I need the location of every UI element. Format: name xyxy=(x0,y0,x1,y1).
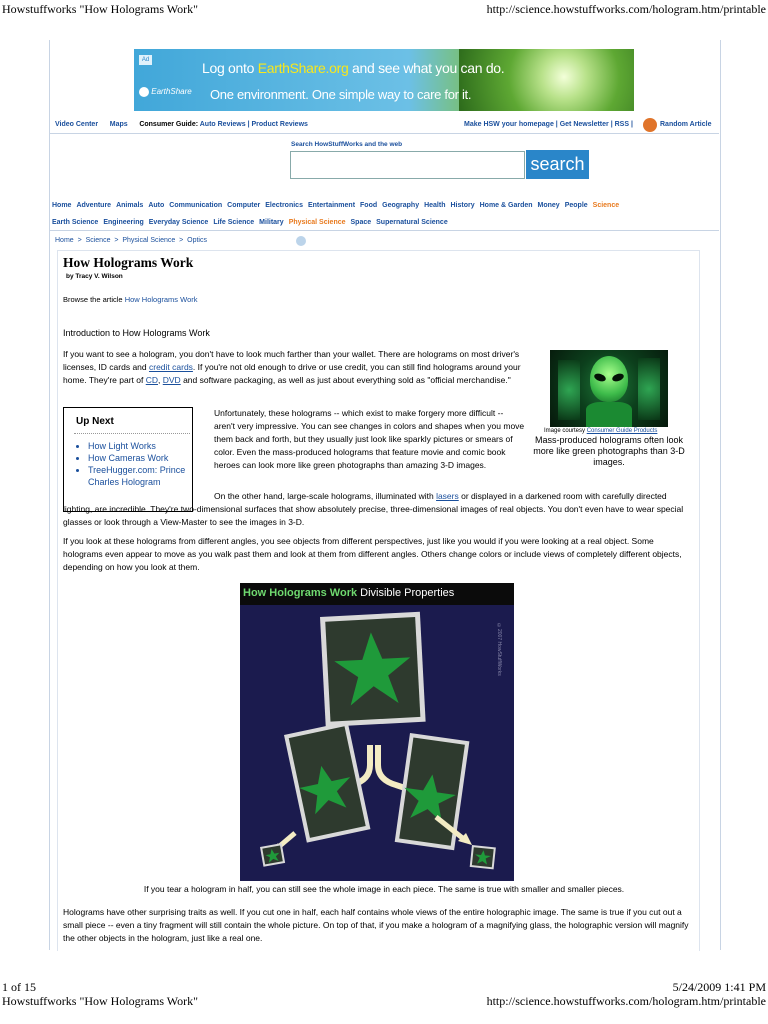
category-people[interactable]: People xyxy=(564,202,588,209)
earth-icon xyxy=(139,87,149,97)
fragment-right xyxy=(470,845,496,869)
paragraph-5: Holograms have other surprising traits as well. If you cut one in half, each half contains whole views of the entire holographic image. The same is true if you cut out a small piece -- even a tiny fragment will still contain the whole picture. On top of that, if you make a hologram of a magnifying glass, the holographic version will magnify the other objects in the hologram, just like a real one. xyxy=(63,907,689,943)
print-footer-title: Howstuffworks "How Holograms Work" xyxy=(2,994,199,1008)
figure-caption: If you tear a hologram in half, you can still see the whole image in each piece. The same is true with smaller and smaller pieces. xyxy=(143,884,625,894)
print-footer-url: http://science.howstuffworks.com/hologram.htm/printable xyxy=(486,994,766,1008)
print-footer-page: 1 of 15 xyxy=(2,980,36,994)
subcategory-space[interactable]: Space xyxy=(350,219,372,226)
divider xyxy=(49,230,719,231)
lasers-link[interactable]: lasers xyxy=(436,491,459,501)
up-next-title: Up Next xyxy=(76,416,114,427)
category-nav xyxy=(52,202,624,209)
category-food[interactable]: Food xyxy=(360,202,378,209)
video-center-link[interactable]: Video Center xyxy=(55,121,99,128)
category-entertainment[interactable]: Entertainment xyxy=(307,202,356,209)
paragraph-2: Unfortunately, these holograms -- which exist to make forgery more difficult -- aren't very impressive. You can see changes in colors and shapes when you move them back and forth, but they usually just look like sparkly pictures or smears of color. Even the mass-produced holograms that feature movie and comic book heroes can look more like green photographs than amazing 3-D images. xyxy=(214,408,525,470)
paragraph-4: If you look at these holograms from different angles, you see objects from different perspectives, just like you would if you were looking at a real object. Some holograms even appear to move as you walk past them and look at them from different angles. Others change colors or include views of completely different objects, depending on how you look at them. xyxy=(63,536,682,572)
banner-line2: One environment. One simple way to care for it. xyxy=(210,87,472,102)
search-label: Search HowStuffWorks and the web xyxy=(291,141,403,148)
up-next-list xyxy=(74,440,200,488)
top-nav-left: Video Center Maps Consumer Guide: Auto Reviews | Product Reviews xyxy=(55,121,308,128)
category-communication[interactable]: Communication xyxy=(169,202,223,209)
subcategory-supernatural-science[interactable]: Supernatural Science xyxy=(376,219,448,226)
category-animals[interactable]: Animals xyxy=(116,202,144,209)
category-auto[interactable]: Auto xyxy=(148,202,165,209)
breadcrumb-optics[interactable]: Optics xyxy=(187,237,207,244)
category-adventure[interactable]: Adventure xyxy=(76,202,112,209)
print-header-url: http://science.howstuffworks.com/hologram.htm/printable xyxy=(486,2,766,16)
top-nav-right: Make HSW your homepage | Get Newsletter | RSS | xyxy=(464,121,633,128)
paragraph-3: On the other hand, large-scale holograms, illuminated with lasers or displayed in a darkened room with carefully directed lighting, are incredible. They're two-dimensional surfaces that show absolutely precise, three-dimensional images of real objects. You don't even have to wear special glasses or look through a View-Master to see the images in 3-D. xyxy=(63,491,684,527)
whole-hologram xyxy=(320,612,426,727)
rss-link[interactable]: RSS xyxy=(614,121,630,128)
category-geography[interactable]: Geography xyxy=(382,202,420,209)
print-footer-datetime: 5/24/2009 1:41 PM xyxy=(672,980,766,994)
category-computer[interactable]: Computer xyxy=(227,202,261,209)
section-heading: Introduction to How Holograms Work xyxy=(63,328,210,338)
figure-copyright: ©2007 HowStuffWorks xyxy=(496,623,502,676)
category-science[interactable]: Science xyxy=(592,202,620,209)
share-icon[interactable] xyxy=(296,236,306,246)
breadcrumb-science[interactable]: Science xyxy=(85,237,111,244)
category-home-garden[interactable]: Home & Garden xyxy=(479,202,533,209)
earthshare-logo: EarthShare xyxy=(139,87,192,97)
subcategory-engineering[interactable]: Engineering xyxy=(103,219,144,226)
auto-reviews-link[interactable]: Auto Reviews xyxy=(199,121,246,128)
up-next-item[interactable]: • How Light Works xyxy=(88,440,200,452)
consumer-guide-label: Consumer Guide: xyxy=(139,121,199,128)
subcategory-nav xyxy=(52,219,453,226)
cd-link[interactable]: CD xyxy=(145,375,159,385)
divider xyxy=(49,133,719,134)
category-home[interactable]: Home xyxy=(52,202,72,209)
breadcrumb-physical-science[interactable]: Physical Science xyxy=(122,237,176,244)
earthshare-banner-ad[interactable] xyxy=(134,49,634,111)
banner-line1: Log onto EarthShare.org and see what you can do. xyxy=(202,60,505,76)
subcategory-military[interactable]: Military xyxy=(259,219,284,226)
subcategory-everyday-science[interactable]: Everyday Science xyxy=(148,219,209,226)
up-next-item[interactable]: • How Cameras Work xyxy=(88,452,200,464)
subcategory-earth-science[interactable]: Earth Science xyxy=(52,219,99,226)
article-byline: by Tracy V. Wilson xyxy=(66,273,123,280)
random-article-link[interactable]: Random Article xyxy=(660,121,712,128)
up-next-item[interactable]: • TreeHugger.com: Prince Charles Hologram xyxy=(88,464,200,488)
category-health[interactable]: Health xyxy=(424,202,446,209)
subcategory-life-science[interactable]: Life Science xyxy=(213,219,255,226)
browse-article: Browse the article How Holograms Work xyxy=(63,295,198,304)
search-button[interactable]: search xyxy=(526,150,589,179)
fragment-left xyxy=(260,843,285,867)
maps-link[interactable]: Maps xyxy=(109,121,128,128)
breadcrumb-home[interactable]: Home xyxy=(55,237,74,244)
paragraph-1: If you want to see a hologram, you don't have to look much farther than your wallet. There are holograms on most driver's licenses, ID cards and credit cards. If you're not old enough to drive or use credit, you can still find holograms around your home. They're part of CD, DVD and software packaging, as well as just about everything sold as "official merchandise." xyxy=(63,349,521,385)
ad-badge: Ad xyxy=(139,55,152,65)
make-homepage-link[interactable]: Make HSW your homepage xyxy=(464,121,554,128)
alien-image-caption: Mass-produced holograms often look more like green photographs than 3-D images. xyxy=(533,435,685,467)
search-input[interactable] xyxy=(290,151,525,179)
newsletter-link[interactable]: Get Newsletter xyxy=(559,121,609,128)
article-title: How Holograms Work xyxy=(63,255,194,270)
category-history[interactable]: History xyxy=(450,202,475,209)
half-hologram-left xyxy=(284,721,370,842)
random-article-icon[interactable] xyxy=(643,118,657,132)
credit-cards-link[interactable]: credit cards xyxy=(148,362,193,372)
browse-article-link[interactable]: How Holograms Work xyxy=(124,295,198,304)
subcategory-physical-science[interactable]: Physical Science xyxy=(288,219,346,226)
figure-title: How Holograms Work Divisible Properties xyxy=(243,587,455,599)
breadcrumb: Home > Science > Physical Science > Optics xyxy=(55,237,207,244)
divisible-properties-figure xyxy=(240,583,514,881)
category-electronics[interactable]: Electronics xyxy=(265,202,303,209)
hologram-diagram-svg xyxy=(240,605,514,881)
consumer-guide-products-link[interactable]: Consumer Guide Products xyxy=(586,428,658,434)
product-reviews-link[interactable]: Product Reviews xyxy=(251,121,308,128)
category-money[interactable]: Money xyxy=(537,202,560,209)
alien-hologram-image xyxy=(550,350,668,427)
image-credit: Image courtesy Consumer Guide Products xyxy=(544,428,658,434)
dvd-link[interactable]: DVD xyxy=(162,375,181,385)
print-header-title: Howstuffworks "How Holograms Work" xyxy=(2,2,199,16)
